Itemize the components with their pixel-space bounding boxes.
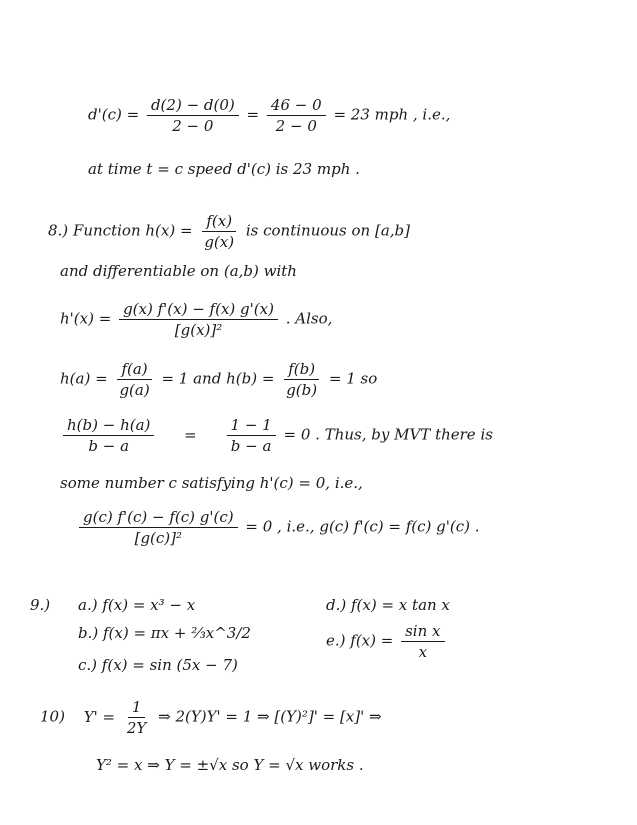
fraction-numerator: f(a)	[117, 360, 151, 380]
problem-9a: a.) f(x) = x³ − x	[78, 596, 196, 614]
problem-8-line-1	[48, 212, 410, 251]
fraction-denominator: x	[418, 643, 428, 661]
fraction-denominator: [g(x)]²	[174, 321, 223, 339]
speed-statement: at time t = c speed d'(c) is 23 mph .	[88, 160, 360, 178]
fraction-numerator: sin x	[401, 622, 444, 642]
function-def: Function h(x) =	[72, 221, 193, 240]
problem-8-conclusion	[76, 508, 480, 547]
dprime-c-label: d'(c) =	[88, 105, 140, 124]
fraction-numerator: 1 − 1	[227, 416, 276, 436]
fraction-numerator: f(b)	[284, 360, 319, 380]
fraction-numerator: g(x) f'(x) − f(x) g'(x)	[119, 300, 278, 320]
equals: =	[246, 105, 260, 124]
problem-10-line-2: Y² = x ⇒ Y = ±√x so Y = √x works .	[96, 756, 364, 774]
fraction-numerator: 46 − 0	[267, 96, 326, 116]
fraction-denominator: 2 − 0	[275, 117, 317, 135]
problem-10-label: 10)	[40, 707, 65, 726]
implication-chain: ⇒ 2(Y)Y' = 1 ⇒ [(Y)²]' = [x]' ⇒	[158, 707, 382, 726]
problem-9e	[326, 622, 448, 661]
fraction-denominator: 2 − 0	[172, 117, 214, 135]
derivative-equation	[88, 96, 450, 135]
equals: =	[184, 425, 197, 444]
problem-10-line-1	[40, 698, 382, 737]
also-text: . Also,	[285, 309, 333, 328]
problem-8-line-2: and differentiable on (a,b) with	[60, 262, 297, 280]
fraction-1-1	[227, 416, 276, 455]
conclusion-text: = 0 , i.e., g(c) f'(c) = f(c) g'(c) .	[245, 517, 480, 536]
continuity-text: is continuous on [a,b]	[245, 221, 410, 240]
fraction-sinx-x	[401, 622, 444, 661]
so-text: = 1 so	[328, 369, 378, 388]
fraction-denominator: g(b)	[286, 381, 318, 399]
problem-9-label: 9.)	[30, 596, 51, 614]
result-text: = 23 mph , i.e.,	[333, 105, 451, 124]
fraction-denominator: b − a	[230, 437, 272, 455]
fraction-f-over-g	[200, 212, 238, 251]
fraction-numerator: 1	[128, 698, 146, 718]
fraction-denominator: 2Y	[126, 719, 147, 737]
problem-9b: b.) f(x) = πx + ⅔x^3/2	[78, 624, 251, 642]
fraction-fa-ga	[115, 360, 153, 399]
hprime-label: h'(x) =	[60, 309, 112, 328]
problem-8-label: 8.)	[48, 221, 69, 240]
problem-8-ha-hb	[60, 360, 377, 399]
fraction-numerator: f(x)	[202, 212, 236, 232]
yprime-label: Y' =	[83, 707, 116, 726]
mvt-text: = 0 . Thus, by MVT there is	[283, 425, 493, 444]
fraction-d2-d0	[147, 96, 239, 135]
problem-9c: c.) f(x) = sin (5x − 7)	[78, 656, 238, 674]
ha-label: h(a) =	[60, 369, 108, 388]
problem-8-difference-quotient	[60, 416, 493, 455]
and-hb-text: = 1 and h(b) =	[161, 369, 275, 388]
fraction-46	[267, 96, 326, 135]
fraction-denominator: g(a)	[119, 381, 150, 399]
fraction-fb-gb	[282, 360, 321, 399]
fraction-1-over-2y	[123, 698, 150, 737]
fraction-hb-ha	[63, 416, 154, 455]
fraction-denominator: [g(c)]²	[134, 529, 183, 547]
fraction-denominator: b − a	[88, 437, 130, 455]
fraction-numerator: h(b) − h(a)	[63, 416, 154, 436]
problem-8-some-number: some number c satisfying h'(c) = 0, i.e.,	[60, 474, 363, 492]
problem-9d: d.) f(x) = x tan x	[326, 596, 450, 614]
fraction-numerator: g(c) f'(c) − f(c) g'(c)	[79, 508, 238, 528]
problem-8-hprime	[60, 300, 332, 339]
fraction-gc-fc	[79, 508, 238, 547]
problem-9e-label: e.) f(x) =	[326, 631, 394, 650]
fraction-denominator: g(x)	[204, 233, 235, 251]
quotient-rule-fraction	[119, 300, 278, 339]
fraction-numerator: d(2) − d(0)	[147, 96, 239, 116]
